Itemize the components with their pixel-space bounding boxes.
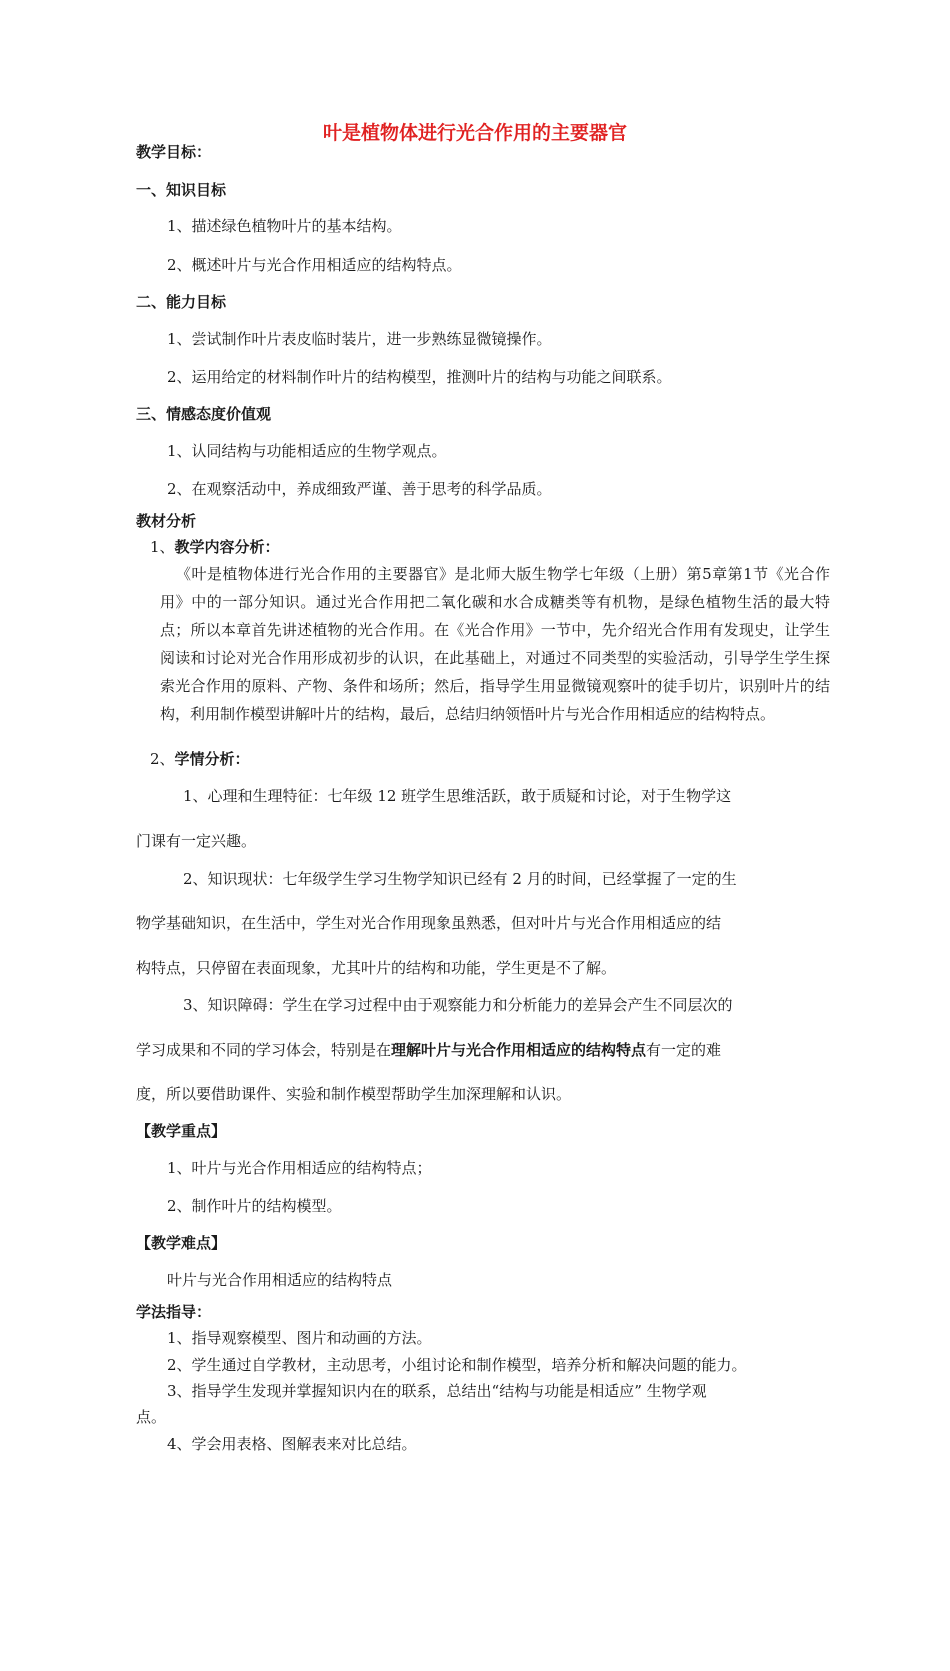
objectives-heading: 教学目标：	[136, 143, 212, 161]
content-analysis-paragraph: 《叶是植物体进行光合作用的主要器官》是北师大版生物学七年级（上册）第5章第1节《光合作用》中的一部分知识。通过光合作用把二氧化碳和水合成糖类等有机物，是绿色植物生活的最大特点；所以本章首先讲述植物的光合作用。在《光合作用》一节中，先介绍光合作用有发现史，让学生阅读和讨论对光合作用形成初步的认识，在此基础上，对通过不同类型的实验活动，引导学生学生探索光合作用的原料、产物、条件和场所；然后，指导学生用显微镜观察叶的徒手切片，识别叶片的结构，利用制作模型讲解叶片的结构，最后，总结归纳领悟叶片与光合作用相适应的结构特点。	[160, 565, 830, 723]
guidance-item: 1、指导观察模型、图片和动画的方法。	[167, 1329, 432, 1347]
key-point-item: 1、叶片与光合作用相适应的结构特点；	[167, 1159, 432, 1177]
student-analysis-heading	[150, 752, 250, 767]
guidance-item: 3、指导学生发现并掌握知识内在的联系，总结出“结构与功能是相适应” 生物学观	[167, 1382, 707, 1400]
student-para-emphasis: 理解叶片与光合作用相适应的结构特点	[391, 1041, 647, 1059]
student-para-line: 构特点，只停留在表面现象，尤其叶片的结构和功能，学生更是不了解。	[136, 959, 617, 977]
ability-item: 1、尝试制作叶片表皮临时装片，进一步熟练显微镜操作。	[167, 330, 552, 348]
student-para-text: 有一定的难	[646, 1041, 722, 1059]
analysis-heading: 教材分析	[136, 512, 197, 530]
page-title: 叶是植物体进行光合作用的主要器官	[322, 122, 627, 144]
student-para-line: 3、知识障碍：学生在学习过程中由于观察能力和分析能力的差异会产生不同层次的	[183, 996, 733, 1014]
ability-item: 2、运用给定的材料制作叶片的结构模型，推测叶片的结构与功能之间联系。	[167, 368, 672, 386]
attitude-item: 2、在观察活动中，养成细致严谨、善于思考的科学品质。	[167, 480, 552, 498]
student-para-line: 度，所以要借助课件、实验和制作模型帮助学生加深理解和认识。	[136, 1085, 572, 1103]
student-para-line	[136, 1043, 721, 1058]
difficulties-heading: 【教学难点】	[136, 1234, 227, 1252]
difficulty-text: 叶片与光合作用相适应的结构特点	[167, 1271, 393, 1289]
student-para-line: 1、心理和生理特征：七年级 12 班学生思维活跃，敢于质疑和讨论，对于生物学这	[183, 787, 732, 805]
content-analysis-label: 教学内容分析：	[174, 538, 280, 556]
student-analysis-number: 2、	[150, 750, 175, 768]
guidance-heading: 学法指导：	[136, 1303, 212, 1321]
student-analysis-label: 学情分析：	[174, 750, 250, 768]
key-points-heading: 【教学重点】	[136, 1122, 227, 1140]
knowledge-item: 2、概述叶片与光合作用相适应的结构特点。	[167, 256, 462, 274]
key-point-item: 2、制作叶片的结构模型。	[167, 1197, 342, 1215]
guidance-item: 4、学会用表格、图解表来对比总结。	[167, 1435, 417, 1453]
attitude-heading: 三、情感态度价值观	[136, 405, 272, 423]
ability-heading: 二、能力目标	[136, 293, 227, 311]
student-para-line: 2、知识现状：七年级学生学习生物学知识已经有 2 月的时间，已经掌握了一定的生	[183, 870, 737, 888]
content-analysis-heading	[150, 540, 280, 555]
student-para-line: 物学基础知识，在生活中，学生对光合作用现象虽熟悉，但对叶片与光合作用相适应的结	[136, 914, 722, 932]
student-para-line: 门课有一定兴趣。	[136, 832, 257, 850]
student-para-text: 学习成果和不同的学习体会，特别是在	[136, 1041, 392, 1059]
knowledge-item: 1、描述绿色植物叶片的基本结构。	[167, 217, 402, 235]
guidance-item: 2、学生通过自学教材，主动思考，小组讨论和制作模型，培养分析和解决问题的能力。	[167, 1356, 747, 1374]
guidance-item: 点。	[136, 1408, 167, 1426]
attitude-item: 1、认同结构与功能相适应的生物学观点。	[167, 442, 447, 460]
content-analysis-number: 1、	[150, 538, 175, 556]
knowledge-heading: 一、知识目标	[136, 181, 227, 199]
